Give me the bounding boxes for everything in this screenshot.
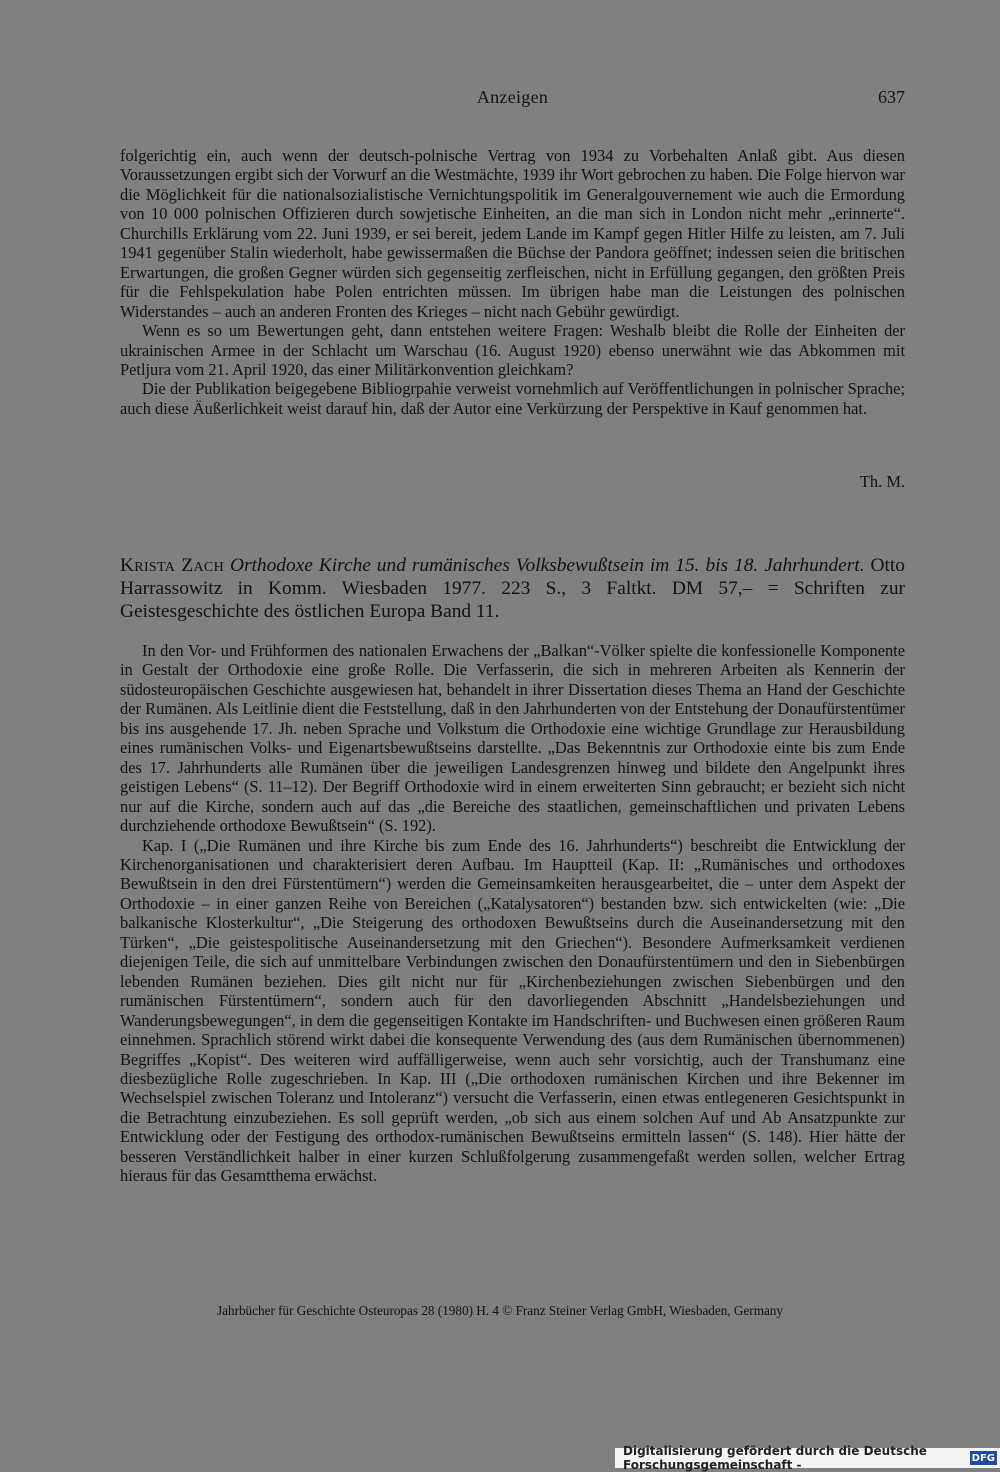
dfg-funding-banner — [615, 1444, 1000, 1472]
review-body — [120, 641, 905, 1186]
dfg-logo-icon: DFG — [971, 1452, 995, 1464]
running-head — [120, 87, 905, 111]
review-heading — [120, 554, 905, 623]
section-title: Anzeigen — [476, 87, 549, 107]
paragraph: Kap. I („Die Rumänen und ihre Kirche bis zum Ende des 16. Jahrhunderts“) beschreibt die Entwicklung der Kirchenorganisationen und charakterisiert deren Aufbau. Im Hauptteil (Kap. II: „Rumänisches und orthodoxes Bewußtsein in den drei Fürstentümern“) werden die Gemeinsamkeiten herausgearbeitet, die – unter dem Aspekt der Orthodoxie – in einer ganzen Reihe von Bereichen („Katalysatoren“) bestanden bzw. sich entwickelten (wie: „Die balkanische Klosterkultur“, „Die Steigerung des orthodoxen Bewußtseins durch die Auseinandersetzung mit den Türken“, „Die geistespolitische Auseinandersetzung mit den Griechen“). Besondere Aufmerksamkeit verdienen diejenigen Teile, die sich auf unmittelbare Verbindungen zwischen den Donaufürstentümern und den in Siebenbürgen lebenden Rumänen beziehen. Dies gilt nicht nur für „Kirchenbeziehungen zwischen Siebenbürgen und den rumänischen Fürstentümern“, sondern auch für den davorliegenden Abschnitt „Handelsbeziehungen und Wanderungsbewegungen“, in dem die gegenseitigen Kontakte im Handschriften- und Buchwesen einen größeren Raum einnehmen. Sprachlich störend wirkt dabei die konsequente Verwendung des (aus dem Rumänischen übernommenen) Begriffes „Kopist“. Des weiteren wird auffälligerweise, wenn auch sehr vorsichtig, auch der Transhumanz eine diesbezügliche Rolle zugeschrieben. In Kap. III („Die orthodoxen rumänischen Kirchen und ihre Bekenner im Wechselspiel zwischen Toleranz und Intoleranz“) versucht die Verfasserin, einen etwas entlegeneren Gesichtspunkt in die Betrachtung einzubeziehen. Es soll geprüft werden, „ob sich aus einem solchen Auf und Ab Ansatzpunkte zur Entwicklung oder der Festigung des orthodox-rumänischen Bewußtseins ermitteln lassen“ (S. 148). Hier hätte der besseren Verständlichkeit halber in einer kurzen Schlußfolgerung zusammengefaßt werden sollen, welcher Ertrag hieraus für das Gesamtthema erwächst. — [120, 835, 905, 1186]
book-title: Orthodoxe Kirche und rumänisches Volksbewußtsein im 15. bis 18. Jahrhundert. — [229, 555, 865, 576]
review-continuation — [120, 146, 905, 418]
book-author: Krista Zach — [120, 555, 224, 576]
page-number: 637 — [878, 87, 905, 107]
dfg-banner-text: Digitalisierung gefördert durch die Deutsche Forschungsgemeinschaft - — [623, 1444, 927, 1472]
paragraph: folgerichtig ein, auch wenn der deutsch-polnische Vertrag von 1934 zu Vorbehalten Anlaß gibt. Aus diesen Voraussetzungen ergibt sich der Vorwurf an die Westmächte, 1939 ihr Wort gebrochen zu haben. Die Folge hiervon war die Möglichkeit für die nationalsozialistische Vernichtungspolitik im Generalgouvernement wie auch die Ermordung von 10 000 polnischen Offizieren durch sowjetische Einheiten, an die man sich in London nicht mehr „erinnerte“. Churchills Erklärung vom 22. Juni 1939, er sei bereit, jedem Lande im Kampf gegen Hitler Hilfe zu leisten, am 7. Juli 1941 gegenüber Stalin wiederholt, habe gewissermaßen die Büchse der Pandora geöffnet; indessen seien die britischen Erwartungen, die großen Gegner würden sich gegenseitig zerfleischen, nicht in Erfüllung gegangen, den größten Preis für die Fehlspekulation habe Polen entrichten müssen. Im übrigen habe man die Leistungen des polnischen Widerstandes – auch an anderen Fronten des Krieges – nicht nach Gebühr gewürdigt. — [120, 146, 905, 321]
publication-details: Otto Harrassowitz in Komm. Wiesbaden 1977. 223 S., 3 Faltkt. DM 57,– = Schriften zur Geistesgeschichte des östlichen Europa Band 11. — [120, 555, 905, 622]
paragraph: In den Vor- und Frühformen des nationalen Erwachens der „Balkan“-Völker spielte die konfessionelle Komponente in Gestalt der Orthodoxie eine große Rolle. Die Verfasserin, die sich in mehreren Arbeiten als Kennerin der südosteuropäischen Geschichte ausgewiesen hat, behandelt in ihrer Dissertation dieses Thema an Hand der Geschichte der Rumänen. Als Leitlinie dient die Feststellung, daß in den Jahrhunderten von der Entstehung der Donaufürstentümer bis ins ausgehende 17. Jh. neben Sprache und Volkstum die Orthodoxie eine wichtige Grundlage zur Herausbildung eines rumänischen Volks- und Eigenartsbewußtseins darstellte. „Das Bekenntnis zur Orthodoxie einte bis zum Ende des 17. Jahrhunderts alle Rumänen über die jeweiligen Landesgrenzen hinweg und bildete den Angelpunkt ihres geistigen Lebens“ (S. 11–12). Der Begriff Orthodoxie wird in einem erweiterten Sinn gebraucht; er bezieht sich nicht nur auf die Kirche, sondern auch auf das „die Bereiche des staatlichen, gemeinschaftlichen und privaten Lebens durchziehende orthodoxe Bewußtsein“ (S. 192). — [120, 641, 905, 836]
journal-footer: Jahrbücher für Geschichte Osteuropas 28 (1980) H. 4 © Franz Steiner Verlag GmbH, Wiesbaden, Germany — [216, 1303, 783, 1318]
paragraph: Wenn es so um Bewertungen geht, dann entstehen weitere Fragen: Weshalb bleibt die Rolle der Einheiten der ukrainischen Armee in der Schlacht um Warschau (16. August 1920) ebenso unerwähnt wie das Abkommen mit Petljura vom 21. April 1920, das einer Militärkonvention gleichkam? — [120, 321, 905, 379]
paragraph: Die der Publikation beigegebene Bibliogrpahie verweist vornehmlich auf Veröffentlichungen in polnischer Sprache; auch diese Äußerlichkeit weist darauf hin, daß der Autor eine Verkürzung der Perspektive in Kauf genommen hat. — [120, 379, 905, 418]
reviewer-signature: Th. M. — [859, 472, 905, 491]
